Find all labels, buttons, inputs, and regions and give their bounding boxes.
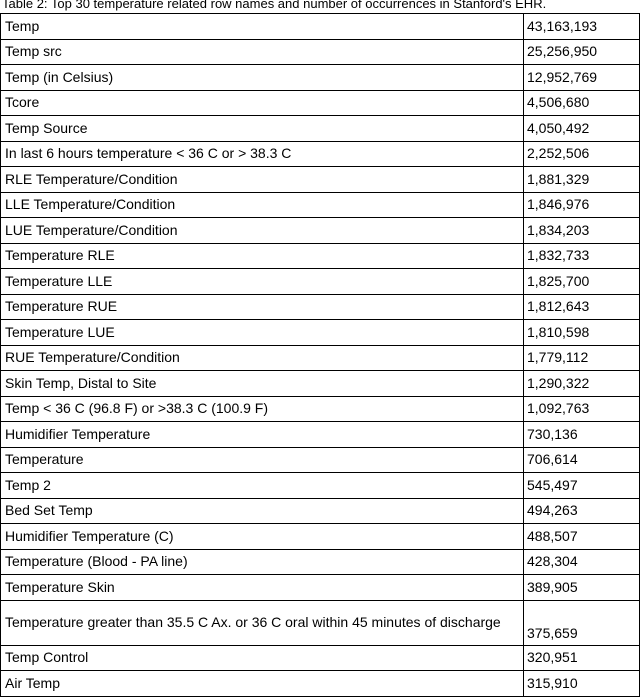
row-name: In last 6 hours temperature < 36 C or > 38.3 C bbox=[1, 141, 524, 167]
row-count: 1,290,322 bbox=[524, 371, 640, 397]
table-row bbox=[1, 645, 640, 671]
table-row bbox=[1, 671, 640, 697]
row-name: Temp < 36 C (96.8 F) or >38.3 C (100.9 F) bbox=[1, 396, 524, 422]
row-count: 4,050,492 bbox=[524, 116, 640, 142]
row-count: 2,252,506 bbox=[524, 141, 640, 167]
table-row bbox=[1, 218, 640, 244]
row-count: 1,881,329 bbox=[524, 167, 640, 193]
row-count: 4,506,680 bbox=[524, 90, 640, 116]
table-row bbox=[1, 320, 640, 346]
row-count: 1,825,700 bbox=[524, 269, 640, 295]
row-name: Air Temp bbox=[1, 671, 524, 697]
table-row bbox=[1, 447, 640, 473]
table-row bbox=[1, 396, 640, 422]
table-row bbox=[1, 473, 640, 499]
table-row bbox=[1, 90, 640, 116]
table-row bbox=[1, 600, 640, 645]
row-name: Temperature RLE bbox=[1, 243, 524, 269]
row-count: 706,614 bbox=[524, 447, 640, 473]
row-count: 1,810,598 bbox=[524, 320, 640, 346]
row-name: Temp bbox=[1, 14, 524, 40]
row-name: Temperature Skin bbox=[1, 575, 524, 601]
table-row bbox=[1, 39, 640, 65]
row-count: 1,812,643 bbox=[524, 294, 640, 320]
row-name: Humidifier Temperature bbox=[1, 422, 524, 448]
row-count: 25,256,950 bbox=[524, 39, 640, 65]
row-count: 488,507 bbox=[524, 524, 640, 550]
row-name: Tcore bbox=[1, 90, 524, 116]
row-name: RUE Temperature/Condition bbox=[1, 345, 524, 371]
row-name: RLE Temperature/Condition bbox=[1, 167, 524, 193]
table-row bbox=[1, 345, 640, 371]
table-row bbox=[1, 14, 640, 40]
table-row bbox=[1, 167, 640, 193]
row-name: LLE Temperature/Condition bbox=[1, 192, 524, 218]
row-count: 494,263 bbox=[524, 498, 640, 524]
table-row bbox=[1, 243, 640, 269]
row-name: Temp Control bbox=[1, 645, 524, 671]
row-name: Skin Temp, Distal to Site bbox=[1, 371, 524, 397]
table-caption: Table 2: Top 30 temperature related row names and number of occurrences in Stanford's EHR. bbox=[2, 0, 547, 11]
row-name: Temperature (Blood - PA line) bbox=[1, 549, 524, 575]
row-count: 375,659 bbox=[524, 600, 640, 645]
row-name: Temperature RUE bbox=[1, 294, 524, 320]
table-row bbox=[1, 65, 640, 91]
row-name: Temperature greater than 35.5 C Ax. or 36 C oral within 45 minutes of discharge bbox=[1, 600, 524, 645]
table-row bbox=[1, 422, 640, 448]
row-name: Humidifier Temperature (C) bbox=[1, 524, 524, 550]
row-name: LUE Temperature/Condition bbox=[1, 218, 524, 244]
row-count: 1,834,203 bbox=[524, 218, 640, 244]
row-count: 1,832,733 bbox=[524, 243, 640, 269]
table-row bbox=[1, 524, 640, 550]
table-row bbox=[1, 116, 640, 142]
row-name: Temp Source bbox=[1, 116, 524, 142]
table-row bbox=[1, 575, 640, 601]
row-count: 1,779,112 bbox=[524, 345, 640, 371]
row-count: 730,136 bbox=[524, 422, 640, 448]
table-row bbox=[1, 498, 640, 524]
row-count: 320,951 bbox=[524, 645, 640, 671]
row-count: 315,910 bbox=[524, 671, 640, 697]
row-count: 389,905 bbox=[524, 575, 640, 601]
row-name: Temperature LLE bbox=[1, 269, 524, 295]
row-name: Temperature bbox=[1, 447, 524, 473]
row-name: Bed Set Temp bbox=[1, 498, 524, 524]
row-count: 545,497 bbox=[524, 473, 640, 499]
row-count: 12,952,769 bbox=[524, 65, 640, 91]
row-name: Temp (in Celsius) bbox=[1, 65, 524, 91]
table-row bbox=[1, 549, 640, 575]
table-row bbox=[1, 269, 640, 295]
row-count: 428,304 bbox=[524, 549, 640, 575]
row-name: Temp src bbox=[1, 39, 524, 65]
row-name: Temp 2 bbox=[1, 473, 524, 499]
table-row bbox=[1, 192, 640, 218]
table-row bbox=[1, 371, 640, 397]
row-name: Temperature LUE bbox=[1, 320, 524, 346]
table-row bbox=[1, 294, 640, 320]
temperature-row-names-table bbox=[0, 13, 640, 697]
row-count: 1,092,763 bbox=[524, 396, 640, 422]
row-count: 43,163,193 bbox=[524, 14, 640, 40]
table-row bbox=[1, 141, 640, 167]
row-count: 1,846,976 bbox=[524, 192, 640, 218]
